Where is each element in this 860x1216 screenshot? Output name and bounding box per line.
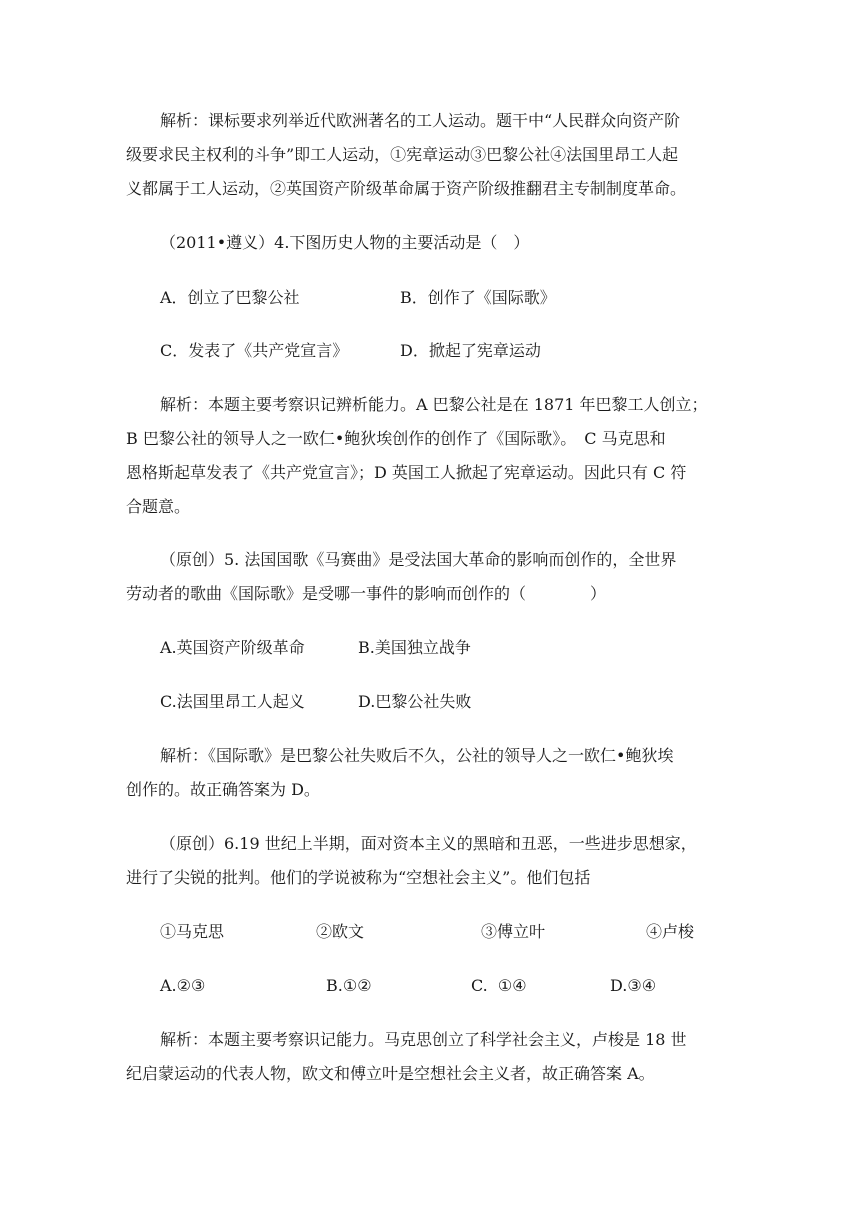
choice-item: ②欧文 — [316, 922, 365, 941]
question-header: （原创）6.19 世纪上半期，面对资本主义的黑暗和丑恶，一些进步思想家， — [160, 834, 697, 853]
option-d: D.③④ — [610, 976, 657, 995]
option-a: A.②③ — [160, 976, 206, 995]
text-line: 合题意。 — [126, 497, 191, 516]
option-b: B．创作了《国际歌》 — [400, 288, 556, 307]
text-line: 解析：课标要求列举近代欧洲著名的工人运动。题干中“人民群众向资产阶 — [160, 111, 681, 130]
text-line: 恩格斯起草发表了《共产党宣言》；D 英国工人掀起了宪章运动。因此只有 C 符 — [126, 463, 687, 482]
text-line: 进行了尖锐的批判。他们的学说被称为“空想社会主义”。他们包括 — [126, 868, 591, 887]
text-line: 解析：本题主要考察识记能力。马克思创立了科学社会主义，卢梭是 18 世 — [160, 1030, 687, 1049]
text-line: 级要求民主权利的斗争”即工人运动，①宪章运动③巴黎公社④法国里昂工人起 — [126, 145, 679, 164]
text-line: B 巴黎公社的领导人之一欧仁•鲍狄埃创作的创作了《国际歌》。 C 马克思和 — [126, 429, 666, 448]
option-c: C．发表了《共产党宣言》 — [160, 341, 349, 360]
text-line: 义都属于工人运动，②英国资产阶级革命属于资产阶级推翻君主专制制度革命。 — [126, 179, 687, 198]
choice-item: ③傅立叶 — [481, 922, 546, 941]
text-line: 创作的。故正确答案为 D。 — [126, 780, 320, 799]
text-line: 劳动者的歌曲《国际歌》是受哪一事件的影响而创作的（ ） — [126, 584, 607, 603]
text-line: 解析：本题主要考察识记辨析能力。A 巴黎公社是在 1871 年巴黎工人创立； — [160, 395, 708, 414]
choice-item: ④卢梭 — [646, 922, 695, 941]
option-c: C.法国里昂工人起义 — [160, 692, 305, 711]
question-header: （原创）5. 法国国歌《马赛曲》是受法国大革命的影响而创作的，全世界 — [160, 550, 677, 569]
option-b: B.美国独立战争 — [358, 638, 471, 657]
question-header: （2011•遵义）4.下图历史人物的主要活动是（ ） — [160, 233, 530, 252]
option-a: A．创立了巴黎公社 — [160, 288, 300, 307]
text-line: 解析：《国际歌》是巴黎公社失败后不久，公社的领导人之一欧仁•鲍狄埃 — [160, 746, 674, 765]
option-c: C. ①④ — [471, 976, 527, 995]
option-d: D.巴黎公社失败 — [358, 692, 472, 711]
option-d: D．掀起了宪章运动 — [400, 341, 541, 360]
option-a: A.英国资产阶级革命 — [160, 638, 305, 657]
choice-item: ①马克思 — [160, 922, 225, 941]
option-b: B.①② — [326, 976, 372, 995]
text-line: 纪启蒙运动的代表人物，欧文和傅立叶是空想社会主义者，故正确答案 A。 — [126, 1064, 655, 1083]
